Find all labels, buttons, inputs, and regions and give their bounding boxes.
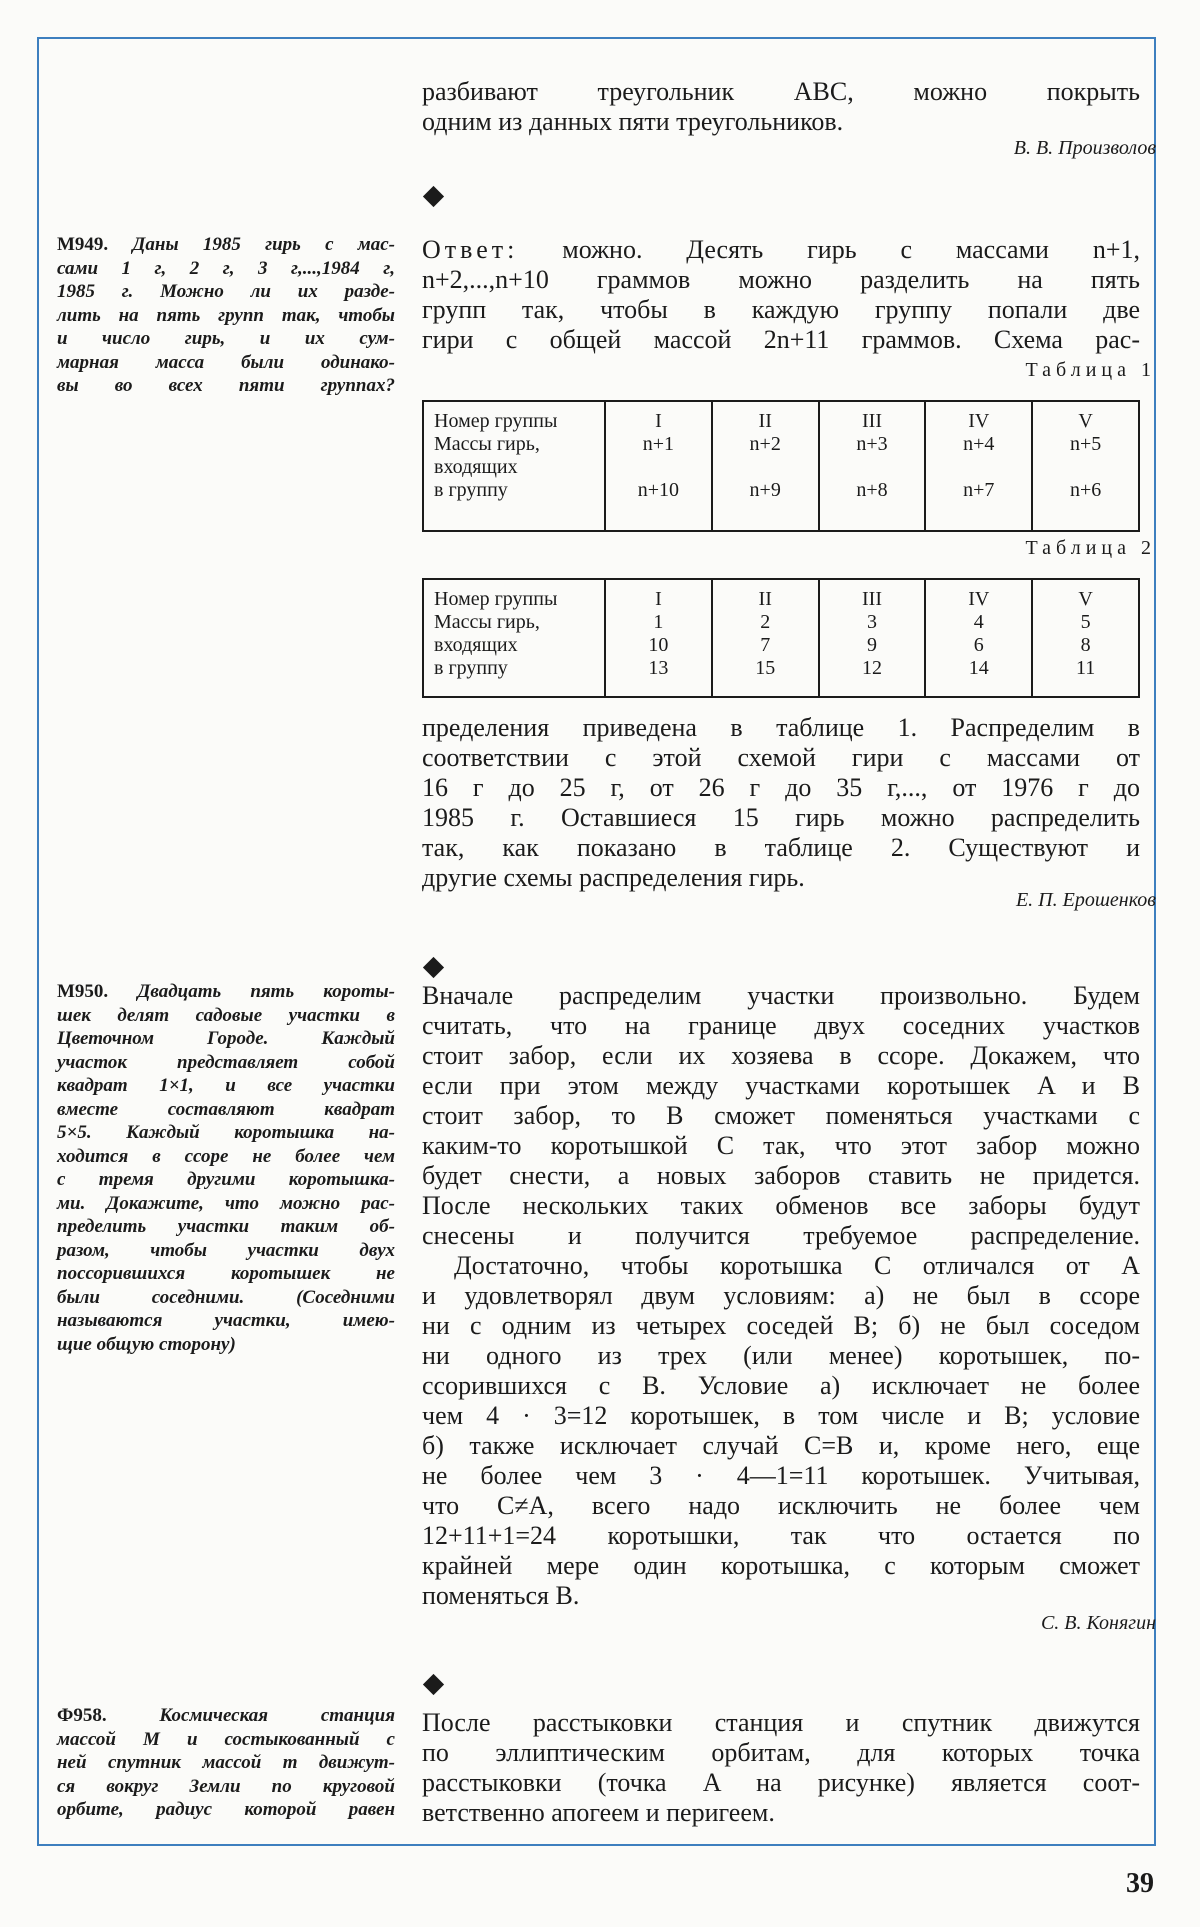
cell-line: II — [758, 410, 772, 432]
text-line: и число гирь, и их сум- — [57, 328, 395, 349]
cell-line: 4 — [973, 611, 984, 633]
text-line: 12+11+1=24 коротышки, так что остается по — [422, 1521, 1140, 1550]
cell-line: в группу — [434, 657, 508, 679]
text-line: Цветочном Городе. Каждый — [57, 1028, 395, 1049]
cell-line: 6 — [973, 634, 984, 656]
text-line: соответствии с этой схемой гири с массами от — [422, 743, 1140, 772]
text-line: ся вокруг Земли по круговой — [57, 1775, 395, 1797]
text-line: ветственно апогеем и перигеем. — [422, 1798, 775, 1827]
text-line: ми. Докажите, что можно рас- — [57, 1192, 395, 1214]
problem-text: Двадцать пять короты- — [137, 981, 395, 1002]
text-line: каким-то коротышкой C так, что этот забор можно — [422, 1131, 1140, 1160]
cell-line: 8 — [1080, 634, 1091, 656]
text-line: чем 4 · 3=12 коротышек, в том числе и B; условие — [422, 1401, 1140, 1430]
text-line: что C≠A, всего надо исключить не более чем — [422, 1491, 1140, 1520]
text-line: орбите, радиус которой равен — [57, 1799, 395, 1820]
text-line: по эллиптическим орбитам, для которых точка — [422, 1738, 1140, 1767]
intro-author: В. В. Произволов — [1013, 137, 1156, 159]
cell-line: 10 — [648, 634, 669, 656]
text-line: 16 г до 25 г, от 26 г до 35 г,..., от 1976 г до — [422, 773, 1140, 802]
text-line: массой M и состыкованный с — [57, 1728, 395, 1750]
text-line: ни с одним из четырех соседей B; б) не был соседом — [422, 1311, 1140, 1340]
text-line: расстыковки (точка A на рисунке) является соот- — [422, 1768, 1140, 1797]
text-line: лить на пять групп так, чтобы — [57, 304, 395, 326]
cell-line: I — [655, 410, 662, 432]
cell-line: 3 — [866, 611, 877, 633]
cell-line: 9 — [866, 634, 877, 656]
text-line: разом, чтобы участки двух — [57, 1239, 395, 1261]
text-line: марная масса были одинако- — [57, 351, 395, 373]
table-cell — [423, 579, 605, 697]
answer-m949-continued — [422, 713, 1140, 893]
table-cell — [712, 579, 819, 697]
cell-line: Номер группы — [434, 410, 558, 432]
answer-word: Ответ: — [422, 235, 519, 264]
text-line: Достаточно, чтобы коротышка C отличался от A — [454, 1251, 1140, 1280]
text-line — [57, 980, 395, 1004]
table-row — [423, 579, 1139, 697]
text-line: ни одного из трех (или менее) коротышек, по- — [422, 1341, 1140, 1370]
problem-text: Космическая станция — [159, 1705, 395, 1726]
cell-line: n+1 — [642, 433, 675, 455]
text-line: будет снести, а новых заборов ставить не придется. — [422, 1161, 1140, 1190]
cell-line: III — [862, 410, 882, 432]
intro-text — [422, 77, 1140, 137]
m949-author: Е. П. Ерошенков — [1015, 889, 1156, 911]
text-line: считать, что на границе двух соседних участков — [422, 1011, 1140, 1040]
text-line: щие общую сторону) — [57, 1333, 236, 1355]
cell-line: 1 — [653, 611, 664, 633]
answer-f958 — [422, 1708, 1140, 1828]
text-line: поссорившихся коротышек не — [57, 1263, 395, 1284]
cell-line: IV — [968, 588, 990, 610]
problem-number: М949. — [57, 234, 109, 255]
text-line: вы во всех пяти группах? — [57, 375, 395, 396]
text-line — [57, 1704, 395, 1728]
text-line: крайней мере один коротышка, с которым сможет — [422, 1551, 1140, 1580]
text-line: и удовлетворял двум условиям: а) не был в ссоре — [422, 1281, 1140, 1310]
table-cell — [819, 401, 926, 531]
text-line: ней спутник массой m движут- — [57, 1752, 395, 1773]
text-line: квадрат 1×1, и все участки — [57, 1075, 395, 1096]
cell-line: n+5 — [1069, 433, 1102, 455]
cell-line: n+9 — [749, 479, 781, 501]
cell-line: n+8 — [856, 479, 888, 501]
cell-line: Номер группы — [434, 588, 558, 610]
cell-line: n+4 — [963, 433, 995, 455]
cell-line: n+2 — [749, 433, 781, 455]
cell-line: 11 — [1075, 657, 1096, 679]
text-line: с тремя другими коротышка- — [57, 1169, 395, 1190]
problem-number: М950. — [57, 981, 109, 1002]
cell-line: 15 — [755, 657, 776, 679]
table1-caption: Таблица 1 — [1025, 359, 1156, 381]
problem-text: Даны 1985 гирь с мас- — [132, 234, 396, 255]
problem-m949 — [57, 233, 395, 398]
problem-number: Ф958. — [57, 1705, 107, 1726]
text-line: пределения приведена в таблице 1. Распределим в — [422, 713, 1140, 742]
cell-line: n+6 — [1069, 479, 1102, 501]
cell-line: n+10 — [637, 479, 680, 501]
table-cell — [423, 401, 605, 531]
text-line: После нескольких таких обменов все заборы будут — [422, 1191, 1140, 1220]
text-line: участок представляет собой — [57, 1051, 395, 1073]
table-cell — [1032, 579, 1139, 697]
table1 — [422, 400, 1140, 532]
cell-line: n+7 — [963, 479, 995, 501]
problem-f958 — [57, 1704, 395, 1822]
text-line: стоит забор, то B сможет поменяться участками с — [422, 1101, 1140, 1130]
text-line: так, как показано в таблице 2. Существуют и — [422, 833, 1140, 862]
text-line: ссорившихся с B. Условие а) исключает не более — [422, 1371, 1140, 1400]
cell-line: 14 — [968, 657, 989, 679]
answer-m949: Ответ: можно. Десять гирь с массами n+1, n+2,...,n+10 граммов можно разделить на пять групп так, чтобы в каждую группу попали две гири с общей массой 2n+11 граммов. Схема рас- — [422, 235, 1140, 354]
problem-m950 — [57, 980, 395, 1356]
text-line: снесены и получится требуемое распределение. — [422, 1221, 1140, 1250]
cell-line: III — [862, 588, 882, 610]
table2 — [422, 578, 1140, 698]
table-cell — [925, 401, 1032, 531]
cell-line: Массы гирь, — [434, 433, 540, 455]
cell-line — [1033, 456, 1138, 479]
text-line: 1985 г. Оставшиеся 15 гирь можно распределить — [422, 803, 1140, 832]
cell-line — [926, 456, 1031, 479]
cell-line: 13 — [648, 657, 669, 679]
table-cell — [1032, 401, 1139, 531]
cell-line: IV — [968, 410, 990, 432]
table-cell — [819, 579, 926, 697]
cell-line: 7 — [760, 634, 771, 656]
text-line: если при этом между участками коротышек A и B — [422, 1071, 1140, 1100]
table2-caption: Таблица 2 — [1025, 537, 1156, 559]
text-line: 5×5. Каждый коротышка на- — [57, 1122, 395, 1143]
text-line: другие схемы распределения гирь. — [422, 863, 805, 892]
cell-line: n+3 — [856, 433, 888, 455]
cell-line: 5 — [1080, 611, 1091, 633]
cell-line — [820, 456, 925, 479]
text-line: б) также исключает случай C=B и, кроме него, еще — [422, 1431, 1140, 1460]
text-line: стоит забор, если их хозяева в ссоре. Докажем, что — [422, 1041, 1140, 1070]
cell-line: II — [758, 588, 772, 610]
answer-m950-p2 — [422, 1251, 1140, 1611]
page-number: 39 — [1126, 1868, 1154, 1899]
text-line: вместе составляют квадрат — [57, 1098, 395, 1120]
m950-author: С. В. Конягин — [1040, 1612, 1156, 1634]
text-line: Вначале распределим участки произвольно. Будем — [422, 981, 1140, 1010]
answer-m950-p1 — [422, 981, 1140, 1251]
table-cell — [712, 401, 819, 531]
table-cell — [925, 579, 1032, 697]
cell-line: I — [655, 588, 662, 610]
table-cell — [605, 401, 712, 531]
cell-line: входящих — [434, 634, 518, 656]
cell-line: входящих — [434, 456, 518, 478]
cell-line: в группу — [434, 479, 508, 501]
table-row — [423, 401, 1139, 531]
text-line — [57, 233, 395, 257]
text-line: После расстыковки станция и спутник движутся — [422, 1708, 1140, 1737]
text-line: пределить участки таким об- — [57, 1216, 395, 1237]
text-line: называются участки, имею- — [57, 1310, 395, 1331]
text-line: сами 1 г, 2 г, 3 г,...,1984 г, — [57, 257, 395, 279]
text-line: разбивают треугольник ABC, можно покрыть — [422, 77, 1140, 106]
text-line: поменяться B. — [422, 1581, 580, 1610]
cell-line: V — [1078, 410, 1093, 432]
text-line: 1985 г. Можно ли их разде- — [57, 281, 395, 302]
cell-line: 12 — [861, 657, 882, 679]
cell-line — [713, 456, 818, 479]
cell-line: V — [1078, 588, 1093, 610]
cell-line: Массы гирь, — [434, 611, 540, 633]
text-line: ходится в ссоре не более чем — [57, 1145, 395, 1167]
text-line: шек делят садовые участки в — [57, 1004, 395, 1026]
text-line: были соседними. (Соседними — [57, 1286, 395, 1308]
cell-line — [606, 456, 711, 479]
table-cell — [605, 579, 712, 697]
cell-line: 2 — [760, 611, 771, 633]
text-line: не более чем 3 · 4—1=11 коротышек. Учитывая, — [422, 1461, 1140, 1490]
text-line: одним из данных пяти треугольников. — [422, 107, 844, 136]
